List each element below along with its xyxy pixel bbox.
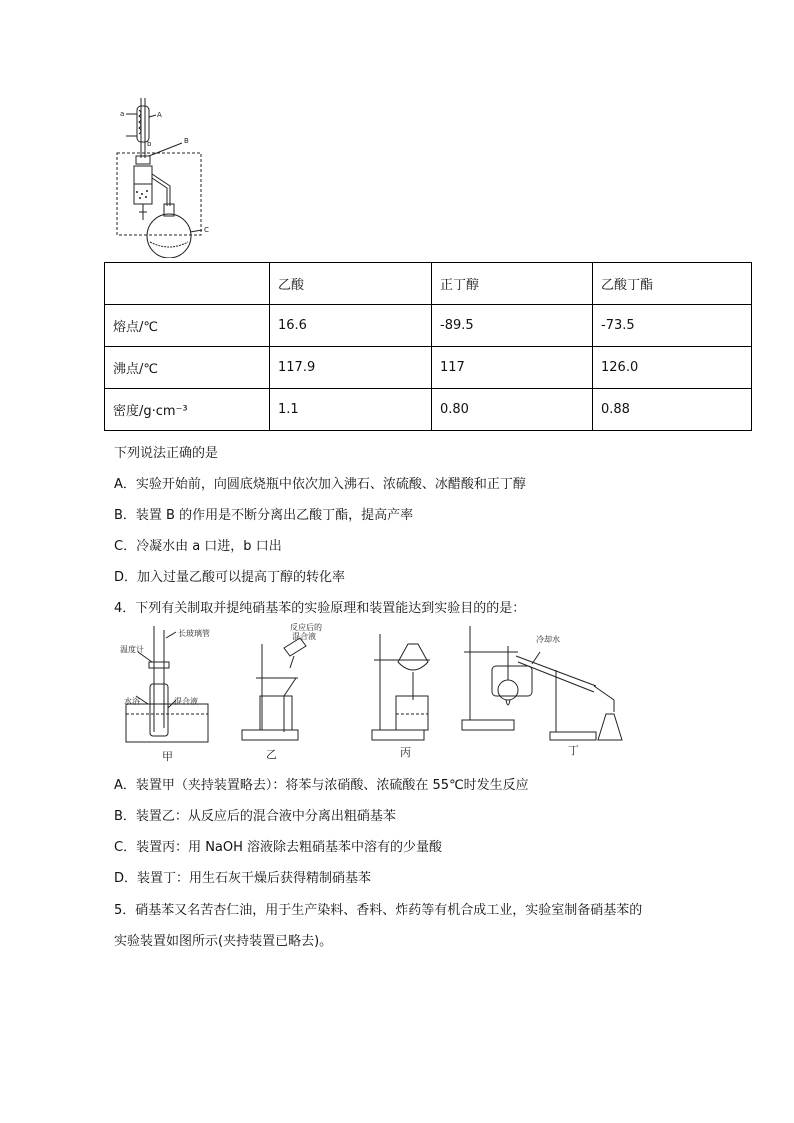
table-header-cell: 正丁醇 [432,263,593,305]
table-cell: -89.5 [432,305,593,347]
q4-option-b: B．装置乙：从反应后的混合液中分离出粗硝基苯 [114,809,396,824]
label-bing: 丙 [400,746,411,759]
label-long-tube: 长玻璃管 [178,629,210,638]
q3-option-b: B．装置 B 的作用是不断分离出乙酸丁酯，提高产率 [114,508,414,523]
q5-line-2: 实验装置如图所示(夹持装置已略去)。 [114,934,333,949]
label-thermometer: 温度计 [120,645,144,654]
label-water-bath: 水浴 [124,697,140,706]
q3-option-c: C．冷凝水由 a 口进，b 口出 [114,539,282,554]
q4-option-d: D．装置丁：用生石灰干燥后获得精制硝基苯 [114,871,372,886]
label-after-reaction-1: 反应后的 [290,623,322,632]
label-a: a [120,110,125,118]
q4-stem: 4．下列有关制取并提纯硝基苯的实验原理和装置能达到实验目的的是： [114,601,526,616]
table-row [105,389,752,431]
table-header-cell [105,263,270,305]
table-cell: 126.0 [593,347,752,389]
label-A: A [157,111,162,119]
table-row [105,305,752,347]
properties-table [104,262,752,431]
label-cooling-water: 冷却水 [536,635,560,644]
table-cell: 1.1 [270,389,432,431]
q3-option-a: A．实验开始前，向圆底烧瓶中依次加入沸石、浓硫酸、冰醋酸和正丁醇 [114,477,526,492]
table-header-row [105,263,752,305]
nitrobenzene-apparatus-figure [118,622,648,764]
table-header-cell: 乙酸 [270,263,432,305]
table-header-cell: 乙酸丁酯 [593,263,752,305]
table-cell: 密度/g·cm⁻³ [105,389,270,431]
q5-line-1: 5．硝基苯又名苦杏仁油，用于生产染料、香料、炸药等有机合成工业，实验室制备硝基苯的 [114,903,643,918]
q4-option-a: A．装置甲（夹持装置略去）：将苯与浓硝酸、浓硫酸在 55℃时发生反应 [114,778,529,793]
reflux-apparatus-figure [112,96,222,258]
label-mixture: 混合液 [174,697,198,706]
label-b: b [147,140,152,148]
table-cell: -73.5 [593,305,752,347]
table-cell: 熔点/℃ [105,305,270,347]
table-cell: 117 [432,347,593,389]
table-cell: 117.9 [270,347,432,389]
label-B: B [184,137,189,145]
label-after-reaction-2: 混合液 [292,632,316,641]
q3-stem: 下列说法正确的是 [114,446,219,461]
label-C: C [204,226,209,234]
table-cell: 16.6 [270,305,432,347]
q4-option-c: C．装置丙：用 NaOH 溶液除去粗硝基苯中溶有的少量酸 [114,840,443,855]
table-cell: 沸点/℃ [105,347,270,389]
q3-option-d: D．加入过量乙酸可以提高丁醇的转化率 [114,570,346,585]
table-cell: 0.88 [593,389,752,431]
table-cell: 0.80 [432,389,593,431]
label-ding: 丁 [568,744,579,757]
label-jia: 甲 [162,750,173,763]
label-yi: 乙 [266,748,277,761]
table-row [105,347,752,389]
